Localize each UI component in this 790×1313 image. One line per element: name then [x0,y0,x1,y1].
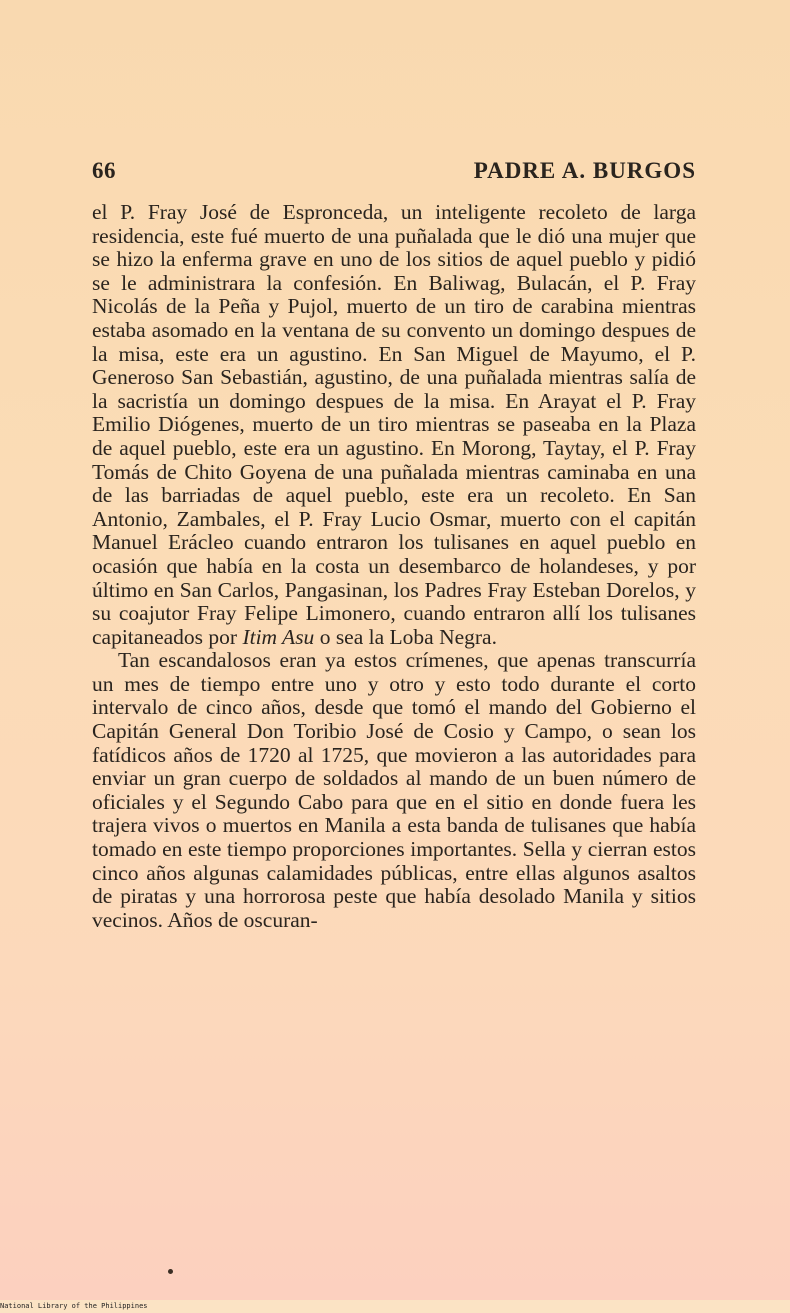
paragraph-1-italic-name: Itim Asu [242,624,315,649]
paragraph-1-text: el P. Fray José de Espronceda, un inteligente recoleto de larga residencia, este fué muerto de una puñalada que le dió una mujer que se hizo la enferma grave en uno de los sitios de aquel pueblo y pidió se le administrara la confesión. En Baliwag, Bulacán, el P. Fray Nicolás de la Peña y Pujol, muerto de un tiro de carabina mientras estaba asomado en la ventana de su convento un domingo despues de la misa, este era un agustino. En San Miguel de Mayumo, el P. Generoso San Sebastián, agustino, de una puñalada mientras salía de la sacristía un domingo despues de la misa. En Arayat el P. Fray Emilio Diógenes, muerto de un tiro mientras se paseaba en la Plaza de aquel pueblo, este era un agustino. En Morong, Taytay, el P. Fray Tomás de Chito Goyena de una puñalada mientras caminaba en una de las barriadas de aquel pueblo, este era un recoleto. En San Antonio, Zambales, el P. Fray Lucio Osmar, muerto con el capitán Manuel Erácleo cuando entraron los tulisanes en aquel pueblo en ocasión que había en la costa un desembarco de holandeses, y por último en San Carlos, Pangasinan, los Padres Fray Esteban Dorelos, y su coajutor Fray Felipe Limonero, cuando entraron allí los tulisanes capitaneados por [92,200,696,649]
paragraph-1-ending: o sea la Loba Negra. [314,624,497,649]
paragraph-1 [92,201,696,649]
running-head: PADRE A. BURGOS [473,158,696,183]
page-header [92,158,696,192]
paragraph-2: Tan escandalosos eran ya estos crímenes, que apenas transcurría un mes de tiempo entre uno y otro y esto todo durante el corto intervalo de cinco años, desde que tomó el mando del Gobierno el Capitán General Don Toribio José de Cosio y Campo, o sean los fatídicos años de 1720 al 1725, que movieron a las autoridades para enviar un gran cuerpo de soldados al mando de un buen número de oficiales y el Segundo Cabo para que en el sitio en donde fuera les trajera vivos o muertos en Manila a esta banda de tulisanes que había tomado en este tiempo proporciones importantes. Sella y cierran estos cinco años algunas calamidades públicas, entre ellas algunos asaltos de piratas y una horrorosa peste que había desolado Manila y sitios vecinos. Años de oscuran- [92,648,696,932]
library-credit: National Library of the Philippines [0,1302,148,1310]
page-dot-mark [168,1269,173,1274]
body-text [92,201,696,932]
page-number: 66 [92,158,116,183]
